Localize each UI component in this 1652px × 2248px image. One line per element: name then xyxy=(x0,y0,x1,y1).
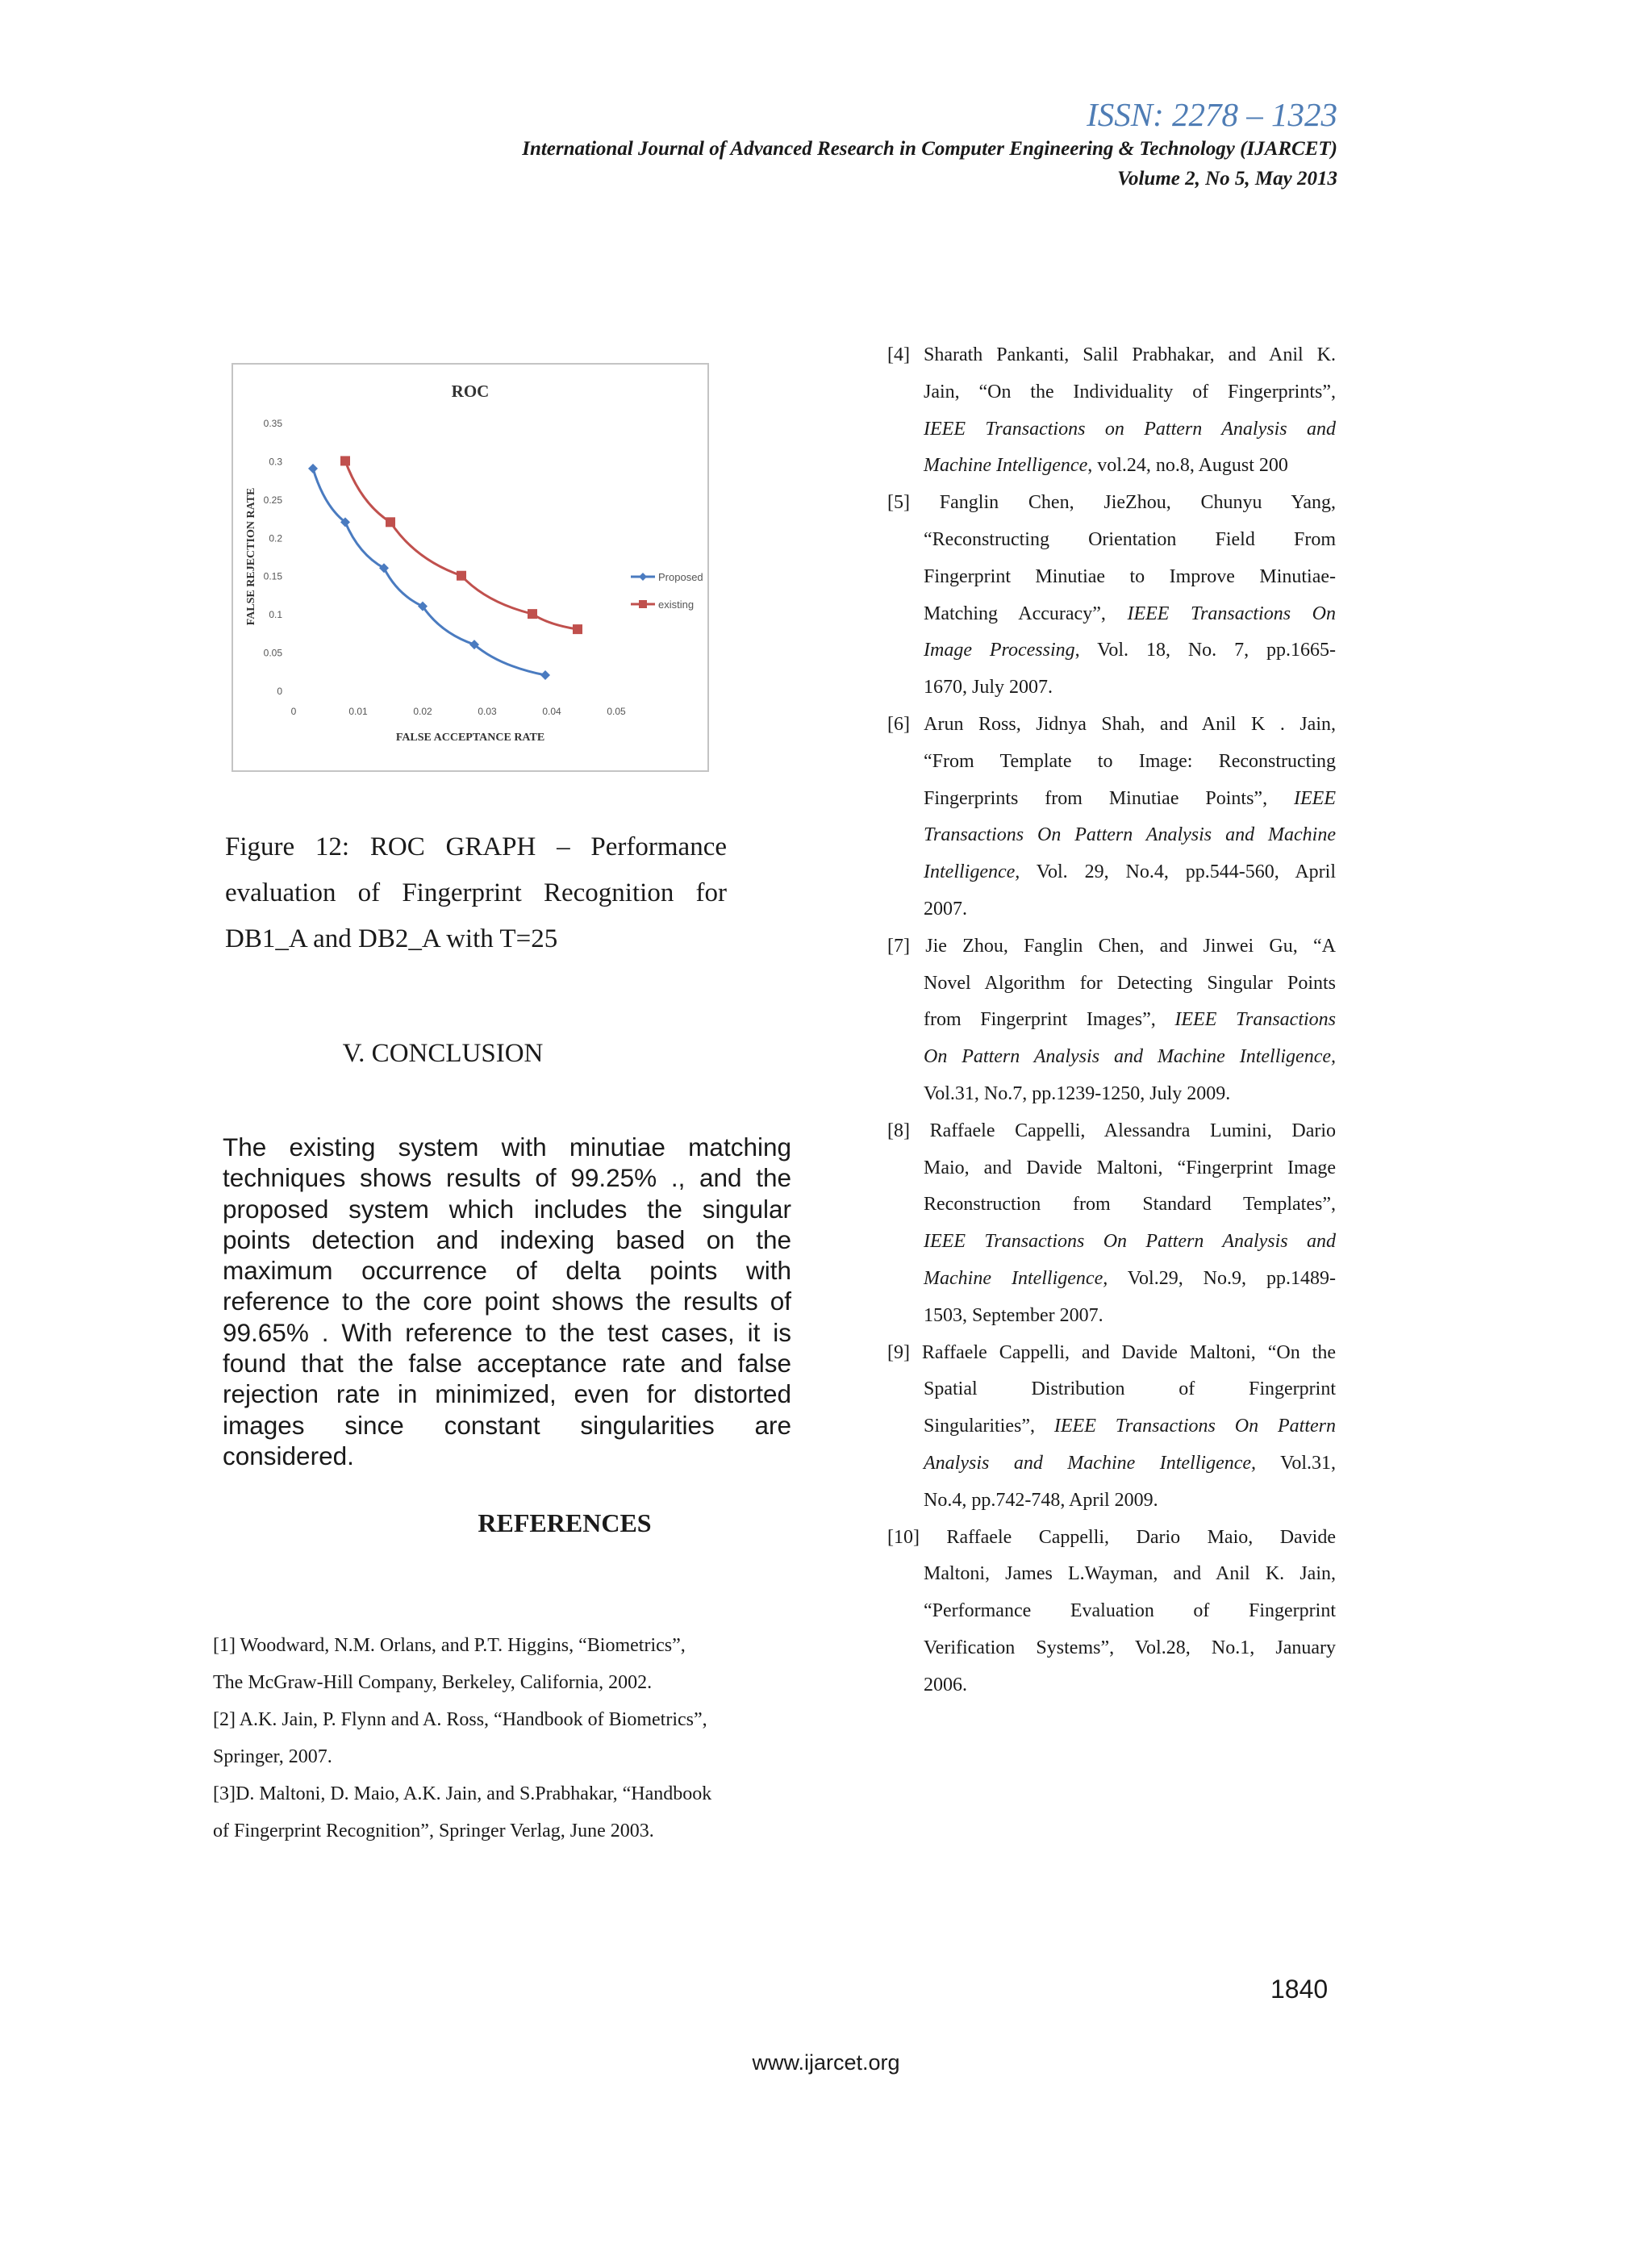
reference-line: Analysis and Machine Intelligence, Vol.31, xyxy=(924,1452,1336,1474)
references-right-column xyxy=(887,337,1336,1704)
reference-line: Fingerprints from Minutiae Points”, IEEE xyxy=(924,787,1336,809)
caption-line: Figure 12: ROC GRAPH – Performance xyxy=(225,832,727,861)
reference-3 xyxy=(213,1775,794,1850)
journal-title: International Journal of Advanced Research in Computer Engineering & Technology (IJARCET) xyxy=(522,138,1337,160)
reference-line: Intelligence, Vol. 29, No.4, pp.544-560, April xyxy=(924,861,1336,883)
reference-line: from Fingerprint Images”, IEEE Transactions xyxy=(924,1009,1336,1031)
reference-line: [7] Jie Zhou, Fanglin Chen, and Jinwei Gu, “A xyxy=(887,935,1336,957)
reference-line: 2007. xyxy=(924,898,967,920)
data-point-existing xyxy=(386,517,395,527)
y-tick-label: 0 xyxy=(277,686,282,697)
reference-line: “Performance Evaluation of Fingerprint xyxy=(924,1600,1336,1622)
caption-line: evaluation of Fingerprint Recognition for xyxy=(225,878,727,907)
data-point-existing xyxy=(340,456,350,465)
reference-line: The McGraw-Hill Company, Berkeley, California, 2002. xyxy=(213,1672,653,1693)
page-number: 1840 xyxy=(1270,1975,1329,2004)
reference-line: Machine Intelligence, Vol.29, No.9, pp.1489- xyxy=(924,1267,1336,1289)
series-line-existing xyxy=(345,461,578,629)
reference-line: of Fingerprint Recognition”, Springer Verlag, June 2003. xyxy=(213,1821,654,1841)
y-axis-label: FALSE REJECTION RATE xyxy=(245,487,257,626)
reference-line: [2] A.K. Jain, P. Flynn and A. Ross, “Handbook of Biometrics”, xyxy=(213,1709,707,1730)
reference-line: Singularities”, IEEE Transactions On Pattern xyxy=(924,1416,1336,1437)
reference-line: Verification Systems”, Vol.28, No.1, January xyxy=(924,1637,1336,1658)
roc-chart-svg xyxy=(233,365,707,770)
reference-4 xyxy=(887,337,1336,485)
x-axis-label: FALSE ACCEPTANCE RATE xyxy=(395,732,545,744)
references-heading: REFERENCES xyxy=(478,1508,652,1537)
reference-2 xyxy=(213,1701,794,1775)
reference-9 xyxy=(887,1335,1336,1520)
reference-6 xyxy=(887,707,1336,928)
reference-line: [4] Sharath Pankanti, Salil Prabhakar, and Anil K. xyxy=(887,344,1336,365)
reference-line: IEEE Transactions on Pattern Analysis and xyxy=(924,418,1336,440)
data-point-existing xyxy=(457,571,466,581)
reference-line: “From Template to Image: Reconstructing xyxy=(924,750,1336,772)
x-tick-label: 0.04 xyxy=(542,706,561,717)
x-tick-label: 0.01 xyxy=(348,706,368,717)
reference-5 xyxy=(887,485,1336,707)
reference-line: Machine Intelligence, vol.24, no.8, August 200 xyxy=(924,455,1288,477)
legend-label-proposed: Proposed xyxy=(658,571,703,583)
journal-volume: Volume 2, No 5, May 2013 xyxy=(1117,168,1337,190)
reference-line: Vol.31, No.7, pp.1239-1250, July 2009. xyxy=(924,1082,1231,1104)
issn: ISSN: 2278 – 1323 xyxy=(1087,96,1337,133)
reference-line: Image Processing, Vol. 18, No. 7, pp.1665- xyxy=(924,640,1336,661)
reference-line: Jain, “On the Individuality of Fingerprints”, xyxy=(924,381,1336,402)
reference-line: [1] Woodward, N.M. Orlans, and P.T. Higgins, “Biometrics”, xyxy=(213,1635,686,1656)
y-tick-label: 0.1 xyxy=(269,609,282,621)
section-heading-conclusion: V. CONCLUSION xyxy=(342,1039,544,1068)
reference-line: Maltoni, James L.Wayman, and Anil K. Jain, xyxy=(924,1563,1336,1585)
x-tick-label: 0 xyxy=(290,706,297,717)
reference-line: “Reconstructing Orientation Field From xyxy=(924,528,1336,550)
conclusion-paragraph: The existing system with minutiae matching techniques shows results of 99.25% ., and the proposed system which includes the singular points detection and indexing based on the maximum occurrence of delta points with reference to the core point shows the results of 99.65% . With reference to the test cases, it is found that the false acceptance rate and false rejection rate in minimized, even for distorted images since constant singularities are considered. xyxy=(223,1132,791,1470)
x-tick-label: 0.05 xyxy=(607,706,626,717)
roc-chart xyxy=(232,363,709,772)
y-tick-label: 0.05 xyxy=(263,647,282,659)
reference-line: IEEE Transactions On Pattern Analysis and xyxy=(924,1231,1336,1253)
reference-8 xyxy=(887,1113,1336,1335)
footer-url: www.ijarcet.org xyxy=(752,2050,900,2075)
legend-marker-proposed xyxy=(639,573,647,581)
reference-line: Matching Accuracy”, IEEE Transactions On xyxy=(924,603,1336,624)
reference-7 xyxy=(887,928,1336,1113)
caption-line: DB1_A and DB2_A with T=25 xyxy=(225,924,558,953)
reference-line: No.4, pp.742-748, April 2009. xyxy=(924,1489,1158,1511)
reference-line: Transactions On Pattern Analysis and Machine xyxy=(924,824,1336,846)
y-tick-label: 0.35 xyxy=(263,418,282,429)
reference-1 xyxy=(213,1627,794,1701)
reference-line: 1503, September 2007. xyxy=(924,1304,1103,1326)
chart-title: ROC xyxy=(451,382,490,401)
reference-line: Reconstruction from Standard Templates”, xyxy=(924,1194,1336,1216)
y-tick-label: 0.15 xyxy=(263,570,282,582)
page-header xyxy=(522,95,1337,194)
reference-line: [10] Raffaele Cappelli, Dario Maio, Davide xyxy=(887,1526,1336,1548)
y-tick-label: 0.2 xyxy=(269,532,282,544)
reference-line: Spatial Distribution of Fingerprint xyxy=(924,1378,1336,1400)
x-tick-label: 0.03 xyxy=(478,706,497,717)
data-point-proposed xyxy=(540,670,550,680)
reference-line: [3]D. Maltoni, D. Maio, A.K. Jain, and S.Prabhakar, “Handbook xyxy=(213,1783,712,1804)
data-point-existing xyxy=(528,609,537,619)
reference-line: Maio, and Davide Maltoni, “Fingerprint Image xyxy=(924,1157,1336,1178)
reference-line: [5] Fanglin Chen, JieZhou, Chunyu Yang, xyxy=(887,492,1336,514)
x-tick-label: 0.02 xyxy=(413,706,432,717)
y-tick-label: 0.25 xyxy=(263,494,282,506)
reference-line: Fingerprint Minutiae to Improve Minutiae- xyxy=(924,565,1336,587)
reference-10 xyxy=(887,1520,1336,1704)
reference-line: 1670, July 2007. xyxy=(924,677,1053,699)
reference-line: 2006. xyxy=(924,1674,967,1695)
series-line-proposed xyxy=(313,469,545,675)
reference-line: [6] Arun Ross, Jidnya Shah, and Anil K . Jain, xyxy=(887,713,1336,735)
reference-line: [9] Raffaele Cappelli, and Davide Maltoni, “On the xyxy=(887,1341,1336,1363)
legend-marker-existing xyxy=(639,600,647,608)
legend-label-existing: existing xyxy=(658,598,695,611)
reference-line: On Pattern Analysis and Machine Intelligence, xyxy=(924,1046,1336,1068)
reference-line: Novel Algorithm for Detecting Singular Points xyxy=(924,972,1336,994)
data-point-existing xyxy=(573,624,582,634)
y-tick-label: 0.3 xyxy=(269,456,282,468)
data-point-proposed xyxy=(308,464,318,473)
figure-caption xyxy=(225,824,727,962)
reference-line: [8] Raffaele Cappelli, Alessandra Lumini, Dario xyxy=(887,1120,1336,1141)
reference-line: Springer, 2007. xyxy=(213,1746,332,1767)
